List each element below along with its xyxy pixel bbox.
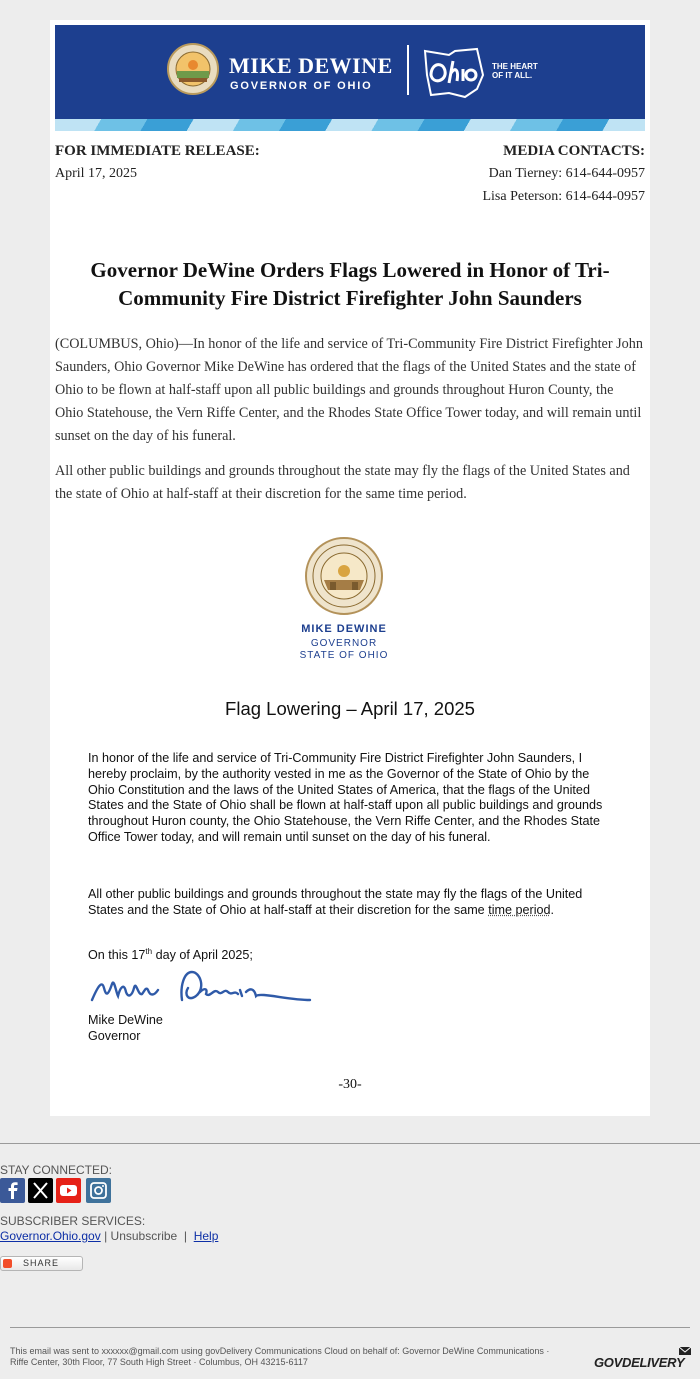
footer-divider	[0, 1143, 700, 1144]
help-link[interactable]: Help	[193, 1229, 219, 1243]
subscriber-services-label: SUBSCRIBER SERVICES:	[0, 1214, 146, 1228]
ohio-logo-icon	[421, 45, 489, 99]
press-release-card	[50, 20, 650, 1116]
governor-name: MIKE DEWINE	[229, 53, 393, 78]
seal-caption-title: GOVERNOR	[310, 638, 378, 649]
end-mark: -30-	[338, 1077, 362, 1092]
share-button[interactable]: SHARE	[0, 1256, 83, 1271]
headline: Governor DeWine Orders Flags Lowered in Honor of Tri- Community Fire District Firefighter John Saunders	[90, 258, 610, 310]
body-paragraph: All other public buildings and grounds throughout the state may fly the flags of the United States and the state of Ohio at half-staff at their discretion for the same time period.	[55, 463, 630, 502]
stay-connected-label: STAY CONNECTED:	[0, 1163, 113, 1177]
seal-caption-name: MIKE DEWINE	[301, 623, 387, 635]
banner-divider	[407, 45, 409, 95]
banner-stripe	[55, 119, 645, 131]
proclamation-title: Flag Lowering – April 17, 2025	[225, 698, 475, 719]
plus-icon	[3, 1259, 12, 1268]
email-disclaimer: This email was sent to xxxxxx@gmail.com using govDelivery Communications Cloud on behalf of: Governor DeWine Communications · Riffe Center, 30th Floor, 77 South High Street · Columbus, OH 43215-6117	[10, 1346, 550, 1367]
release-date: April 17, 2025	[55, 166, 138, 181]
proclamation-date-line: On this 17th day of April 2025;	[88, 947, 253, 963]
x-icon[interactable]	[28, 1178, 53, 1203]
signer-block: Mike DeWine Governor	[88, 1013, 163, 1043]
youtube-icon[interactable]	[56, 1178, 81, 1203]
media-contact: Dan Tierney: 614-644-0957	[488, 166, 645, 181]
subscriber-links: Governor.Ohio.gov | Unsubscribe | Help	[0, 1229, 219, 1243]
govdelivery-logo: GOVDELIVERY	[594, 1345, 692, 1373]
ohio-tagline: THE HEART OF IT ALL.	[492, 62, 538, 80]
governor-seal-icon	[167, 43, 219, 95]
body-paragraph: (COLUMBUS, Ohio)—In honor of the life and service of Tri-Community Fire District Firefighter John Saunders, Ohio Governor Mike DeWine has ordered that the flags of the United States and the state of Ohio to be flown at half-staff upon all public buildings and grounds throughout Huron County, the Ohio Statehouse, the Vern Riffe Center, and the Rhodes State Office Tower today, and will remain until sunset on the day of his funeral.	[55, 336, 643, 444]
governor-banner	[55, 25, 645, 119]
office-of-governor-seal-icon	[304, 536, 384, 616]
envelope-icon	[678, 1345, 692, 1357]
instagram-icon[interactable]	[86, 1178, 111, 1203]
governor-signature-icon	[88, 966, 314, 1010]
media-contact: Lisa Peterson: 614-644-0957	[482, 189, 645, 204]
proclamation-paragraph: In honor of the life and service of Tri-Community Fire District Firefighter John Saunders, I hereby proclaim, by the authority vested in me as the Governor of the State of Ohio by the Ohio Constitution and the laws of the United States of America, that the flags of the United States and the State of Ohio shall be flown at half-staff upon all public buildings and grounds throughout Huron county, the Ohio Statehouse, the Vern Riffe Center, and the Rhodes State Office Tower today, and will remain until sunset on the day of his funeral.	[88, 751, 603, 844]
governor-site-link[interactable]: Governor.Ohio.gov	[0, 1229, 101, 1243]
governor-title: GOVERNOR OF OHIO	[230, 80, 373, 92]
media-contacts-label: MEDIA CONTACTS:	[503, 143, 645, 159]
facebook-icon[interactable]	[0, 1178, 25, 1203]
proclamation-paragraph: All other public buildings and grounds throughout the state may fly the flags of the United States and the State of Ohio at half-staff at their discretion for the same time period.	[88, 887, 583, 917]
unsubscribe-link[interactable]: Unsubscribe	[110, 1229, 178, 1243]
release-label: FOR IMMEDIATE RELEASE:	[55, 143, 260, 159]
seal-caption-state: STATE OF OHIO	[299, 650, 389, 661]
footer-divider	[10, 1327, 690, 1328]
